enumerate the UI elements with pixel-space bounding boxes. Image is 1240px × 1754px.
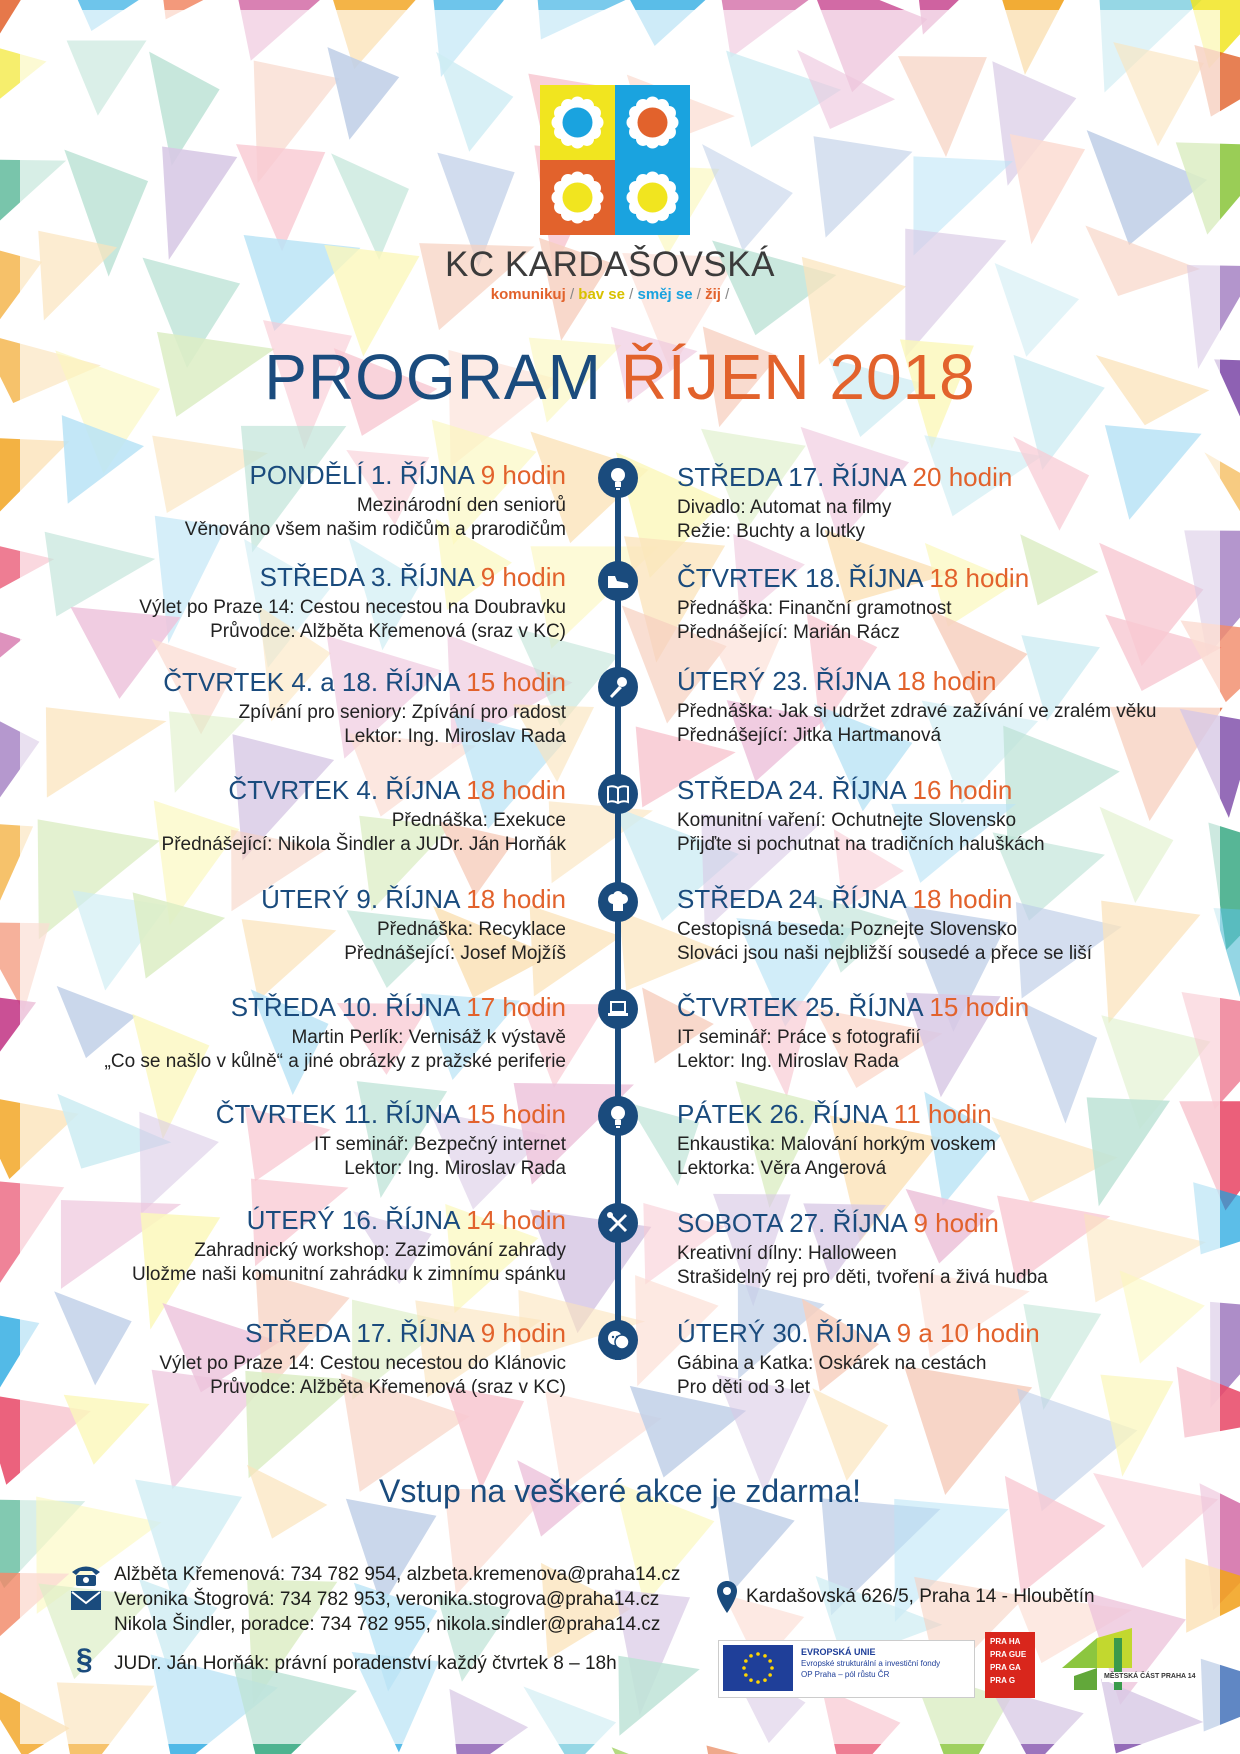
event-detail: Lektorka: Věra Angerová [677, 1158, 887, 1179]
event-day: STŘEDA 17. ŘÍJNA [245, 1318, 474, 1348]
praha14-text: MĚSTSKÁ ČÁST PRAHA 14 [1104, 1673, 1196, 1680]
event-right [677, 1097, 1197, 1181]
event-time: 9 hodin [480, 460, 566, 490]
event-date [677, 561, 1197, 595]
book-icon [598, 774, 638, 814]
event-title: Divadlo: Automat na filmy [677, 497, 892, 518]
logo-tile-flower-icon [540, 85, 615, 160]
event-title: Výlet po Praze 14: Cestou necestou na Doubravku [139, 597, 566, 618]
event-day: ÚTERÝ 23. ŘÍJNA [677, 666, 890, 696]
event-date [46, 882, 566, 916]
logo-tile-flower-icon [615, 160, 690, 235]
event-detail: Průvodce: Alžběta Křemenová (sraz v KC) [210, 621, 566, 642]
event-date [677, 460, 1197, 494]
eu-flag-icon [723, 1645, 793, 1691]
eu-title: EVROPSKÁ UNIE [801, 1647, 876, 1657]
event-time: 9 hodin [480, 562, 566, 592]
address-text: Kardašovská 626/5, Praha 14 - Hloubětín [746, 1586, 1095, 1607]
tagline-word: žij [705, 286, 721, 303]
event-day: STŘEDA 17. ŘÍJNA [677, 462, 906, 492]
eu-funds-logo [718, 1640, 975, 1698]
event-left [46, 1203, 566, 1287]
event-title: Mezinárodní den seniorů [356, 495, 566, 516]
event-time: 9 hodin [480, 1318, 566, 1348]
event-date [677, 1206, 1197, 1240]
contact-text[interactable]: Nikola Šindler, poradce: 734 782 955, nikola.sindler@praha14.cz [114, 1614, 661, 1635]
legal-advice-text: JUDr. Ján Horňák: právní poradenství každý čtvrtek 8 – 18h [114, 1653, 617, 1674]
event-detail: Věnováno všem našim rodičům a prarodičům [184, 519, 566, 540]
event-right [677, 1316, 1197, 1400]
event-date [677, 990, 1197, 1024]
address [746, 1586, 1095, 1608]
eu-line: Evropské strukturální a investiční fondy [801, 1659, 941, 1668]
event-detail: Pro děti od 3 let [677, 1377, 811, 1398]
event-right [677, 460, 1197, 544]
email-icon [70, 1588, 102, 1612]
event-time: 20 hodin [912, 462, 1013, 492]
event-day: ÚTERÝ 30. ŘÍJNA [677, 1318, 890, 1348]
event-title: IT seminář: Bezpečný internet [313, 1134, 566, 1155]
tagline-separator: / [569, 286, 575, 303]
page-title [0, 340, 1240, 414]
event-title: Martin Perlík: Vernisáž k výstavě [291, 1027, 566, 1048]
paragraph-icon: § [76, 1643, 93, 1676]
event-date [46, 560, 566, 594]
title-program: PROGRAM [264, 341, 602, 413]
event-time: 15 hodin [929, 992, 1030, 1022]
contact-row [70, 1562, 770, 1587]
kc-logo [540, 85, 690, 235]
event-detail: Přednášející: Marián Rácz [677, 622, 900, 643]
event-detail: Lektor: Ing. Miroslav Rada [344, 1158, 566, 1179]
event-date [677, 1316, 1197, 1350]
event-time: 9 a 10 hodin [896, 1318, 1040, 1348]
event-detail: Lektor: Ing. Miroslav Rada [344, 726, 566, 747]
tagline-word: komunikuj [490, 286, 566, 303]
title-month: ŘÍJEN 2018 [620, 341, 976, 413]
event-title: Přednáška: Exekuce [391, 810, 566, 831]
event-date [46, 665, 566, 699]
tagline-separator: / [696, 286, 701, 303]
event-left [46, 990, 566, 1074]
event-day: STŘEDA 24. ŘÍJNA [677, 775, 906, 805]
event-time: 18 hodin [896, 666, 997, 696]
event-time: 9 hodin [913, 1208, 999, 1238]
contacts [70, 1562, 770, 1676]
shoe-icon [598, 561, 638, 601]
event-time: 14 hodin [466, 1205, 566, 1235]
event-left [46, 1316, 566, 1400]
event-day: PÁTEK 26. ŘÍJNA [677, 1099, 887, 1129]
event-date [46, 990, 566, 1024]
event-detail: Průvodce: Alžběta Křemenová (sraz v KC) [210, 1377, 566, 1398]
event-date [46, 458, 566, 492]
event-right [677, 773, 1197, 857]
praha14-logo-icon [1062, 1628, 1152, 1698]
event-left [46, 1097, 566, 1181]
event-detail: Uložme naši komunitní zahrádku k zimnímu spánku [131, 1264, 566, 1285]
theater-masks-icon [598, 1320, 638, 1360]
logo-tile-flower-icon [615, 85, 690, 160]
tagline-word: směj se [637, 286, 693, 303]
legal-advice-row [70, 1643, 770, 1676]
event-title: Komunitní vaření: Ochutnejte Slovensko [677, 810, 1017, 831]
event-date [677, 1097, 1197, 1131]
event-title: Zahradnický workshop: Zazimování zahrady [194, 1240, 566, 1261]
event-date [46, 1203, 566, 1237]
event-time: 16 hodin [912, 775, 1013, 805]
event-right [677, 882, 1197, 966]
tagline-separator: / [725, 286, 730, 303]
location-pin-icon [716, 1580, 738, 1614]
event-time: 18 hodin [466, 884, 566, 914]
event-time: 17 hodin [466, 992, 566, 1022]
prague-logo-line: PRA HA [990, 1637, 1021, 1646]
event-day: ČTVRTEK 4. a 18. ŘÍJNA [163, 667, 459, 697]
event-detail: Lektor: Ing. Miroslav Rada [677, 1051, 899, 1072]
event-day: ÚTERÝ 9. ŘÍJNA [261, 884, 459, 914]
event-right [677, 664, 1197, 748]
event-day: STŘEDA 24. ŘÍJNA [677, 884, 906, 914]
event-day: ČTVRTEK 25. ŘÍJNA [677, 992, 923, 1022]
brand-name: KC KARDAŠOVSKÁ [445, 245, 775, 284]
event-detail: Slováci jsou naši nejbližší sousedé a přece se liší [677, 943, 1093, 964]
phone-icon [70, 1563, 102, 1587]
event-title: Gábina a Katka: Oskárek na cestách [677, 1353, 987, 1374]
event-title: Zpívání pro seniory: Zpívání pro radost [238, 702, 566, 723]
event-title: Enkaustika: Malování horkým voskem [677, 1134, 996, 1155]
event-title: IT seminář: Práce s fotografií [677, 1027, 921, 1048]
prague-logo [985, 1632, 1035, 1698]
event-title: Kreativní dílny: Halloween [677, 1243, 897, 1264]
contact-row [70, 1587, 770, 1612]
laptop-icon [598, 989, 638, 1029]
event-left [46, 665, 566, 749]
event-day: ČTVRTEK 11. ŘÍJNA [215, 1099, 459, 1129]
event-right [677, 990, 1197, 1074]
eu-line: OP Praha – pól růstu ČR [801, 1670, 890, 1679]
event-title: Výlet po Praze 14: Cestou necestou do Klánovic [159, 1353, 566, 1374]
tagline-separator: / [629, 286, 634, 303]
event-date [46, 1097, 566, 1131]
event-left [46, 458, 566, 542]
event-time: 18 hodin [466, 775, 566, 805]
event-date [46, 773, 566, 807]
event-day: ČTVRTEK 4. ŘÍJNA [228, 775, 459, 805]
microphone-icon [598, 667, 638, 707]
event-day: ÚTERÝ 16. ŘÍJNA [246, 1205, 459, 1235]
free-entry-notice: Vstup na veškeré akce je zdarma! [378, 1473, 861, 1509]
event-time: 15 hodin [466, 1099, 566, 1129]
event-left [46, 773, 566, 857]
event-time: 15 hodin [466, 667, 566, 697]
event-date [677, 773, 1197, 807]
prague-logo-line: PRA GUE [990, 1650, 1027, 1659]
event-detail: Přednášející: Jitka Hartmanová [677, 725, 942, 746]
event-title: Přednáška: Recyklace [376, 919, 566, 940]
event-day: STŘEDA 10. ŘÍJNA [230, 992, 459, 1022]
prague-logo-line: PRA G [990, 1676, 1016, 1685]
event-day: SOBOTA 27. ŘÍJNA [677, 1208, 907, 1238]
eu-funds-text [801, 1647, 971, 1680]
event-detail: Přednášející: Nikola Šindler a JUDr. Ján Horňák [161, 834, 566, 855]
brand-tagline [440, 286, 780, 303]
event-date [46, 1316, 566, 1350]
contact-text[interactable]: Veronika Štogrová: 734 782 953, veronika.stogrova@praha14.cz [114, 1589, 660, 1610]
lightbulb-icon [598, 1096, 638, 1136]
event-title: Přednáška: Jak si udržet zdravé zažívání ve zralém věku [677, 701, 1157, 722]
event-left [46, 882, 566, 966]
event-title: Cestopisná beseda: Poznejte Slovensko [677, 919, 1018, 940]
event-date [677, 664, 1197, 698]
event-detail: Strašidelný rej pro děti, tvoření a živá hudba [677, 1267, 1048, 1288]
event-time: 18 hodin [929, 563, 1030, 593]
chef-hat-icon [598, 882, 638, 922]
event-detail: Přijďte si pochutnat na tradičních haluškách [677, 834, 1045, 855]
tools-icon [598, 1203, 638, 1243]
event-day: PONDĚLÍ 1. ŘÍJNA [249, 460, 474, 490]
event-detail: Režie: Buchty a loutky [677, 521, 865, 542]
event-detail: Přednášející: Josef Mojžíš [344, 943, 566, 964]
event-day: ČTVRTEK 18. ŘÍJNA [677, 563, 923, 593]
event-title: Přednáška: Finanční gramotnost [677, 598, 952, 619]
contact-text[interactable]: Alžběta Křemenová: 734 782 954, alzbeta.kremenova@praha14.cz [114, 1564, 681, 1585]
event-time: 11 hodin [893, 1099, 992, 1129]
event-date [677, 882, 1197, 916]
event-right [677, 561, 1197, 645]
event-right [677, 1206, 1197, 1290]
tagline-word: bav se [578, 286, 625, 303]
event-detail: „Co se našlo v kůlně“ a jiné obrázky z pražské periferie [104, 1051, 566, 1072]
event-time: 18 hodin [912, 884, 1013, 914]
prague-logo-line: PRA GA [990, 1663, 1021, 1672]
logo-tile-flower-icon [540, 160, 615, 235]
lightbulb-icon [598, 458, 638, 498]
event-day: STŘEDA 3. ŘÍJNA [259, 562, 474, 592]
contact-row [70, 1612, 770, 1637]
event-left [46, 560, 566, 644]
